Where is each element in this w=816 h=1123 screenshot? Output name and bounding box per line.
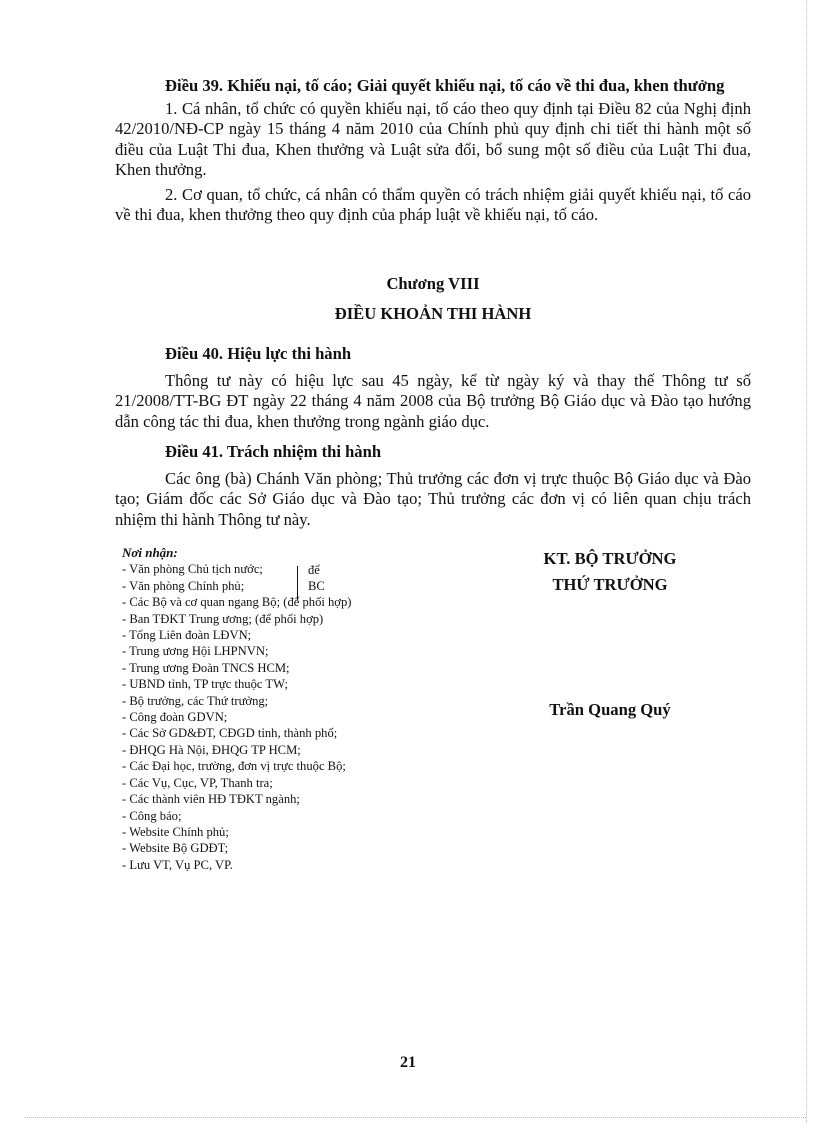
recipients-list <box>122 545 442 873</box>
recipient-item: - Công đoàn GDVN; <box>122 710 228 725</box>
recipient-item: - Công báo; <box>122 808 182 823</box>
bracket-label <box>308 562 325 595</box>
article-40-paragraph: Thông tư này có hiệu lực sau 45 ngày, kể từ ngày ký và thay thế Thông tư số 21/2008/TT-BG ĐT ngày 22 tháng 4 năm 2008 của Bộ trưởng Bộ Giáo dục và Đào tạo hướng dẫn công tác thi đua, khen thưởng trong ngành giáo dục. <box>115 370 751 431</box>
signer-name: Trần Quang Quý <box>549 700 671 719</box>
recipient-item: - Tổng Liên đoàn LĐVN; <box>122 628 252 643</box>
recipient-item: - Bộ trưởng, các Thứ trưởng; <box>122 693 269 708</box>
recipient-item: - Trung ương Hội LHPNVN; <box>122 644 269 659</box>
recipient-item: - Trung ương Đoàn TNCS HCM; <box>122 660 290 675</box>
recipient-item: - Văn phòng Chủ tịch nước; <box>122 562 263 577</box>
article-40 <box>115 344 751 432</box>
recipient-item: - Các Bộ và cơ quan ngang Bộ; (để phối hợp) <box>122 595 352 610</box>
page-border-right <box>806 0 807 1123</box>
article-39 <box>115 76 751 226</box>
article-41-paragraph: Các ông (bà) Chánh Văn phòng; Thủ trưởng các đơn vị trực thuộc Bộ Giáo dục và Đào tạo; Giám đốc các Sở Giáo dục và Đào tạo; Thủ trưởng các đơn vị có liên quan chịu trách nhiệm thi hành Thông tư này. <box>115 468 751 529</box>
bracket-line <box>297 566 298 600</box>
page-border-bottom <box>25 1117 806 1118</box>
recipient-item: - Ban TĐKT Trung ương; (để phối hợp) <box>122 611 324 626</box>
article-39-paragraph-2: 2. Cơ quan, tổ chức, cá nhân có thẩm quyền có trách nhiệm giải quyết khiếu nại, tố cáo về thi đua, khen thưởng theo quy định của pháp luật về khiếu nại, tố cáo. <box>115 184 751 224</box>
chapter-title: ĐIỀU KHOẢN THI HÀNH <box>334 304 532 323</box>
bracket-label-de: để <box>308 563 320 577</box>
recipient-item: - UBND tỉnh, TP trực thuộc TW; <box>122 677 288 692</box>
article-39-heading: Điều 39. Khiếu nại, tố cáo; Giải quyết khiếu nại, tố cáo về thi đua, khen thưởng <box>165 76 725 95</box>
article-39-paragraph-1: 1. Cá nhân, tổ chức có quyền khiếu nại, tố cáo theo quy định tại Điều 82 của Nghị định 42/2010/NĐ-CP ngày 15 tháng 4 năm 2010 của Chính phủ quy định chi tiết thi hành một số điều của Luật Thi đua, Khen thưởng và Luật sửa đổi, bổ sung một số điều của Luật Thi đua, Khen thưởng. <box>115 98 751 179</box>
article-40-heading: Điều 40. Hiệu lực thi hành <box>165 344 352 363</box>
page-number: 21 <box>400 1054 416 1071</box>
article-41-heading: Điều 41. Trách nhiệm thi hành <box>165 442 382 461</box>
recipient-item: - Lưu VT, Vụ PC, VP. <box>122 857 233 872</box>
signature-title-2: THỨ TRƯỞNG <box>552 575 668 594</box>
recipient-item: - Website Chính phủ; <box>122 824 229 839</box>
recipient-item: - Các Đại học, trường, đơn vị trực thuộc Bộ; <box>122 759 346 774</box>
recipient-item: - Website Bộ GDĐT; <box>122 841 229 856</box>
recipient-item: - Các Vụ, Cục, VP, Thanh tra; <box>122 775 273 790</box>
recipient-item: - Các thành viên HĐ TĐKT ngành; <box>122 792 300 807</box>
chapter-number: Chương VIII <box>386 274 480 293</box>
article-41 <box>115 442 751 530</box>
recipient-item: - Văn phòng Chính phủ; <box>122 578 245 593</box>
recipient-item: - Các Sở GD&ĐT, CĐGD tỉnh, thành phố; <box>122 726 338 741</box>
recipient-item: - ĐHQG Hà Nội, ĐHQG TP HCM; <box>122 742 301 757</box>
bracket-label-bc: BC <box>308 579 325 594</box>
recipients-title: Nơi nhận: <box>122 545 178 560</box>
signature-title-1: KT. BỘ TRƯỞNG <box>543 549 677 568</box>
